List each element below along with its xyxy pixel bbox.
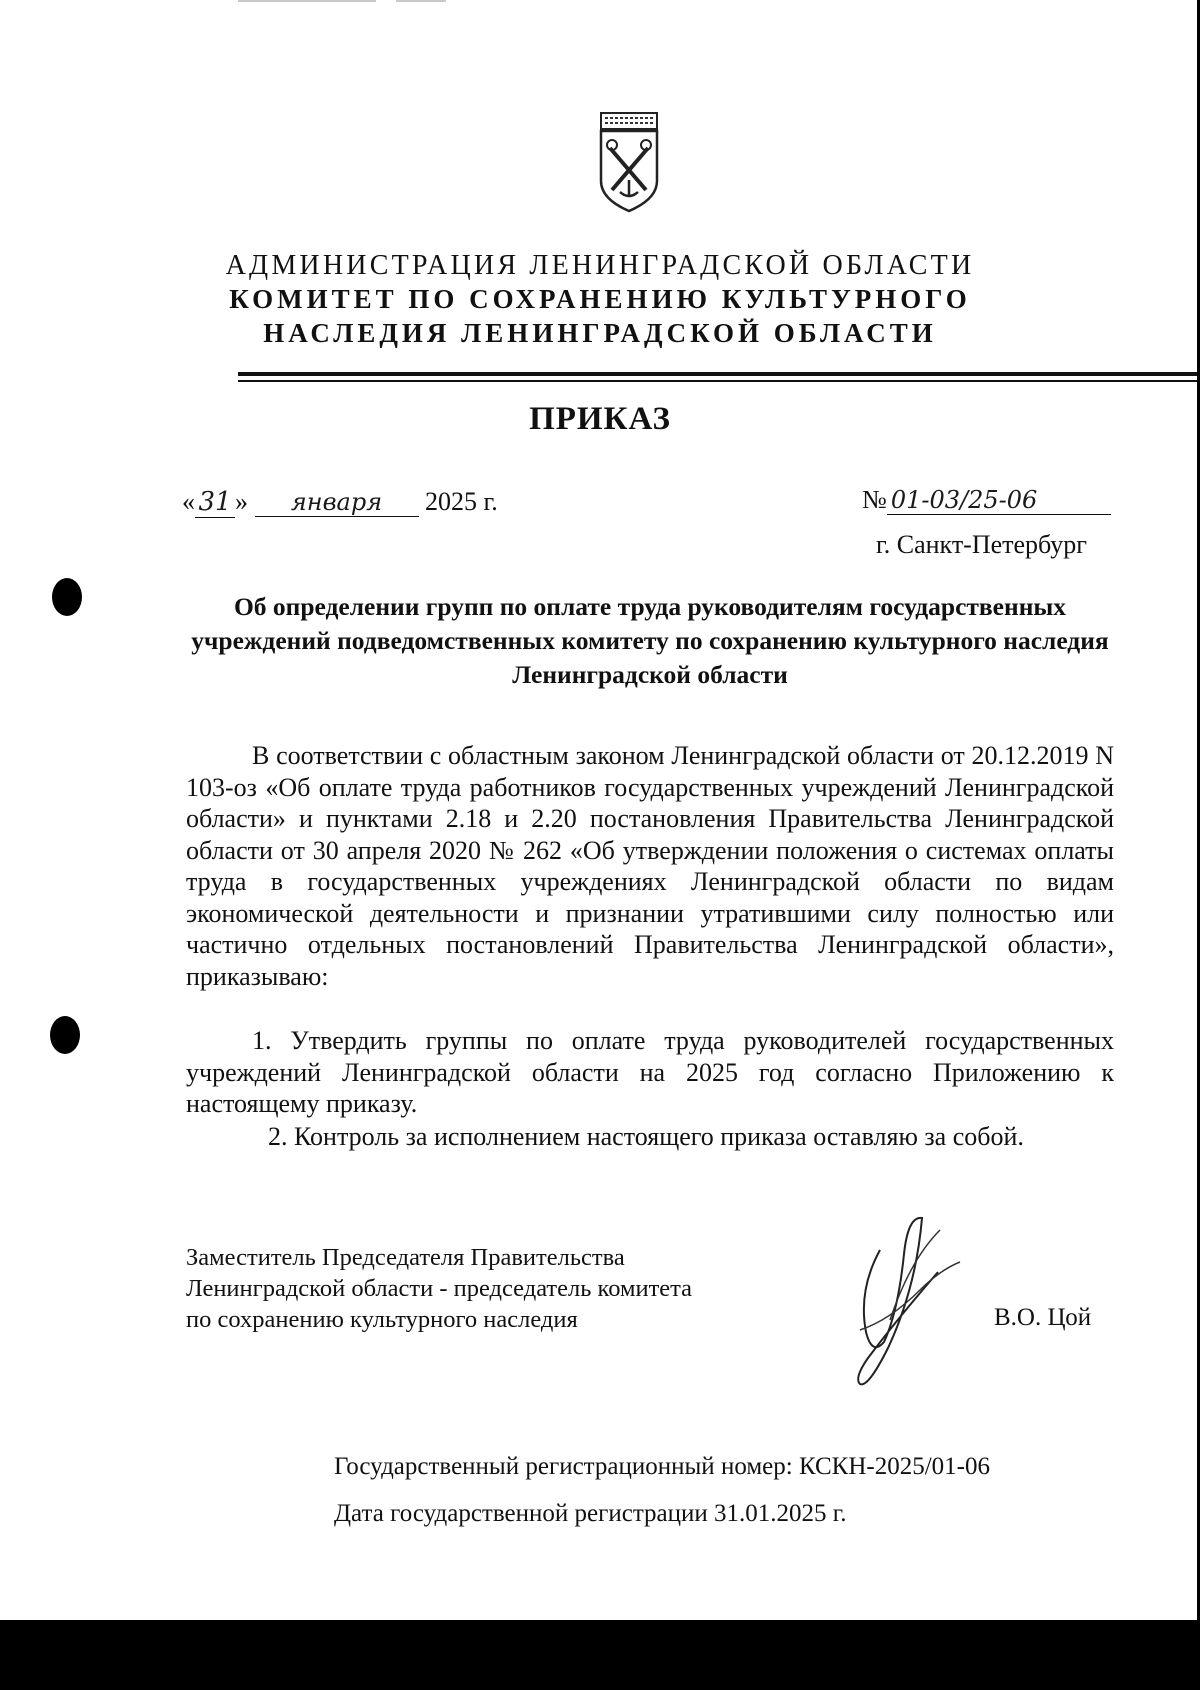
header-rule-thin <box>238 380 1200 382</box>
handwritten-signature <box>820 1210 1000 1400</box>
punch-hole <box>50 1016 80 1054</box>
number-prefix: № <box>862 485 887 514</box>
org-name-line2: КОМИТЕТ ПО СОХРАНЕНИЮ КУЛЬТУРНОГО <box>229 284 971 314</box>
org-name-line3: НАСЛЕДИЯ ЛЕНИНГРАДСКОЙ ОБЛАСТИ <box>263 318 937 348</box>
coat-of-arms-icon <box>598 110 660 218</box>
signatory-position-line2: Ленинградской области - председатель комитета <box>186 1275 693 1302</box>
doc-subject: Об определении групп по оплате труда руководителям государственных учреждений подведомственных комитету по сохранению культурного наследия Ленинградской области <box>191 592 1109 689</box>
signatory-position-line3: по сохранению культурного наследия <box>186 1306 578 1333</box>
date-close-quote: » <box>235 487 248 516</box>
date-year: 2025 г. <box>425 487 498 516</box>
scan-bottom-border <box>0 1620 1200 1690</box>
registration-date: Дата государственной регистрации 31.01.2025 г. <box>334 1500 847 1527</box>
date-month: января <box>255 488 419 517</box>
body-item-1: 1. Утвердить группы по оплате труда руководителей государственных учреждений Ленинградской области на 2025 год согласно Приложению к настоящему приказу. <box>186 1026 1114 1118</box>
scan-artifact <box>396 0 446 2</box>
doc-date <box>182 487 498 518</box>
punch-hole <box>52 578 82 616</box>
scan-artifact <box>238 0 376 2</box>
signatory-position-line1: Заместитель Председателя Правительства <box>186 1244 625 1271</box>
body-preamble: В соответствии с областным законом Ленинградской области от 20.12.2019 N 103-оз «Об оплате труда работников государственных учреждений Ленинградской области» и пунктами 2.18 и 2.20 постановления Правительства Ленинградской области от 30 апреля 2020 № 262 «Об утверждении положения о системах оплаты труда в государственных учреждениях Ленинградской области по видам экономической деятельности и признании утратившими силу полностью или частично отдельных постановлений Правительства Ленинградской области», приказываю: <box>186 741 1114 991</box>
date-open-quote: « <box>182 487 195 516</box>
date-day: 31 <box>195 487 235 518</box>
header-rule-thick <box>238 372 1200 376</box>
signatory-position <box>186 1242 692 1335</box>
doc-city: г. Санкт-Петербург <box>876 530 1087 559</box>
number-value: 01-03/25-06 <box>887 486 1111 515</box>
body-item-2: 2. Контроль за исполнением настоящего приказа оставляю за собой. <box>268 1122 1024 1151</box>
doc-type-title: ПРИКАЗ <box>529 401 671 437</box>
org-name-line1: АДМИНИСТРАЦИЯ ЛЕНИНГРАДСКОЙ ОБЛАСТИ <box>225 250 975 281</box>
registration-number: Государственный регистрационный номер: КСКН-2025/01-06 <box>334 1453 991 1480</box>
signatory-name: В.О. Цой <box>994 1304 1092 1331</box>
doc-number <box>862 485 1111 515</box>
